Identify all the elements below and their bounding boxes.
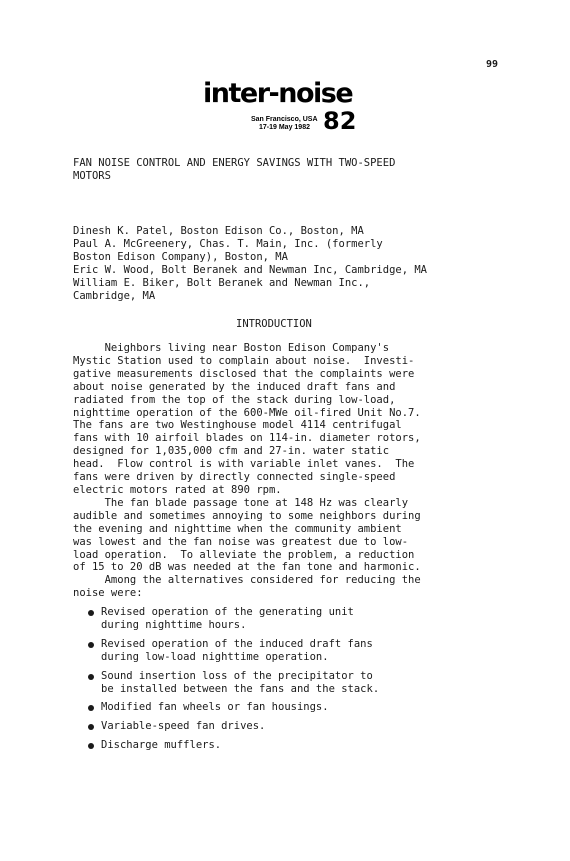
- paper-title: FAN NOISE CONTROL AND ENERGY SAVINGS WITH TWO-SPEED MOTORS: [73, 157, 396, 182]
- list-item: Variable-speed fan drives.: [86, 720, 379, 733]
- list-item: Revised operation of the generating unit during nighttime hours.: [86, 606, 379, 632]
- logo-location: San Francisco, USA: [251, 116, 318, 123]
- page-number: 99: [486, 59, 499, 70]
- conference-logo: [203, 79, 363, 135]
- alternatives-list: [86, 606, 379, 758]
- list-item: Revised operation of the induced draft fans during low-load nighttime operation.: [86, 638, 379, 664]
- author-list: Dinesh K. Patel, Boston Edison Co., Boston, MA Paul A. McGreenery, Chas. T. Main, Inc. (formerly Boston Edison Company), Boston, MA Eric W. Wood, Bolt Beranek and Newman Inc, Cambridge, MA William E. Biker, Bolt Beranek and Newman Inc., Cambridge, MA: [73, 225, 428, 302]
- list-item: Discharge mufflers.: [86, 739, 379, 752]
- logo-year: 82: [323, 107, 357, 135]
- logo-wordmark: inter-noise: [203, 78, 353, 109]
- section-heading: INTRODUCTION: [236, 318, 312, 330]
- introduction-text: Neighbors living near Boston Edison Company's Mystic Station used to complain about noise. Investi- gative measurements disclosed that the complaints were about noise generated by the induced draft fans and radiated from the top of the stack during low-load, nighttime operation of the 600-MWe oil-fired Unit No.7. The fans are two Westinghouse model 4114 centrifugal fans with 10 airfoil blades on 114-in. diameter rotors, designed for 1,035,000 cfm and 27-in. water static head. Flow control is with variable inlet vanes. The fans were driven by directly connected single-speed electric motors rated at 890 rpm. The fan blade passage tone at 148 Hz was clearly audible and sometimes annoying to some neighbors during the evening and nighttime when the community ambient was lowest and the fan noise was greatest due to low- load operation. To alleviate the problem, a reduction of 15 to 20 dB was needed at the fan tone and harmonic. Among the alternatives considered for reducing the noise were:: [73, 342, 421, 600]
- logo-dates: 17-19 May 1982: [259, 124, 310, 131]
- list-item: Modified fan wheels or fan housings.: [86, 701, 379, 714]
- list-item: Sound insertion loss of the precipitator to be installed between the fans and the stack.: [86, 670, 379, 696]
